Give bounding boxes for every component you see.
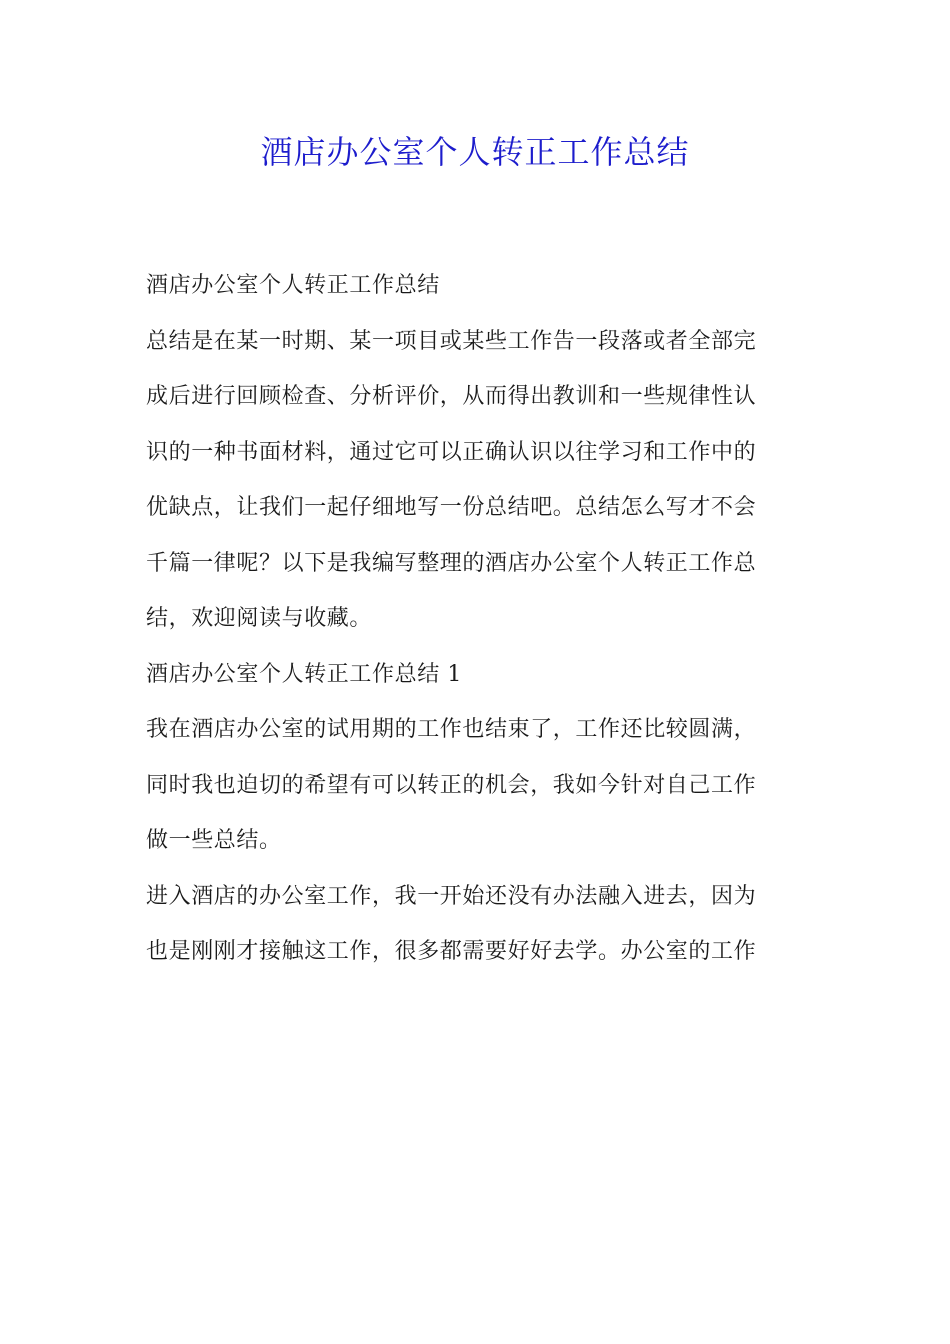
body-line: 优缺点，让我们一起仔细地写一份总结吧。总结怎么写才不会 (146, 495, 757, 520)
body-line: 我在酒店办公室的试用期的工作也结束了，工作还比较圆满， (146, 717, 757, 742)
body-line: 做一些总结。 (146, 828, 282, 853)
body-line: 成后进行回顾检查、分析评价，从而得出教训和一些规律性认 (146, 384, 757, 409)
body-line: 酒店办公室个人转正工作总结 (146, 273, 440, 298)
body-line: 同时我也迫切的希望有可以转正的机会，我如今针对自己工作 (146, 772, 757, 798)
body-line: 总结是在某一时期、某一项目或某些工作告一段落或者全部完 (146, 328, 757, 354)
body-line: 识的一种书面材料，通过它可以正确认识以往学习和工作中的 (146, 439, 757, 465)
body-line: 结，欢迎阅读与收藏。 (146, 606, 373, 631)
body-line: 千篇一律呢？以下是我编写整理的酒店办公室个人转正工作总 (146, 550, 757, 576)
body-line: 进入酒店的办公室工作，我一开始还没有办法融入进去，因为 (146, 883, 757, 909)
section-heading: 酒店办公室个人转正工作总结 1 (146, 661, 462, 687)
body-line: 也是刚刚才接触这工作，很多都需要好好去学。办公室的工作 (146, 939, 757, 964)
document-title: 酒店办公室个人转正工作总结 (260, 133, 690, 171)
document-body (146, 258, 806, 980)
